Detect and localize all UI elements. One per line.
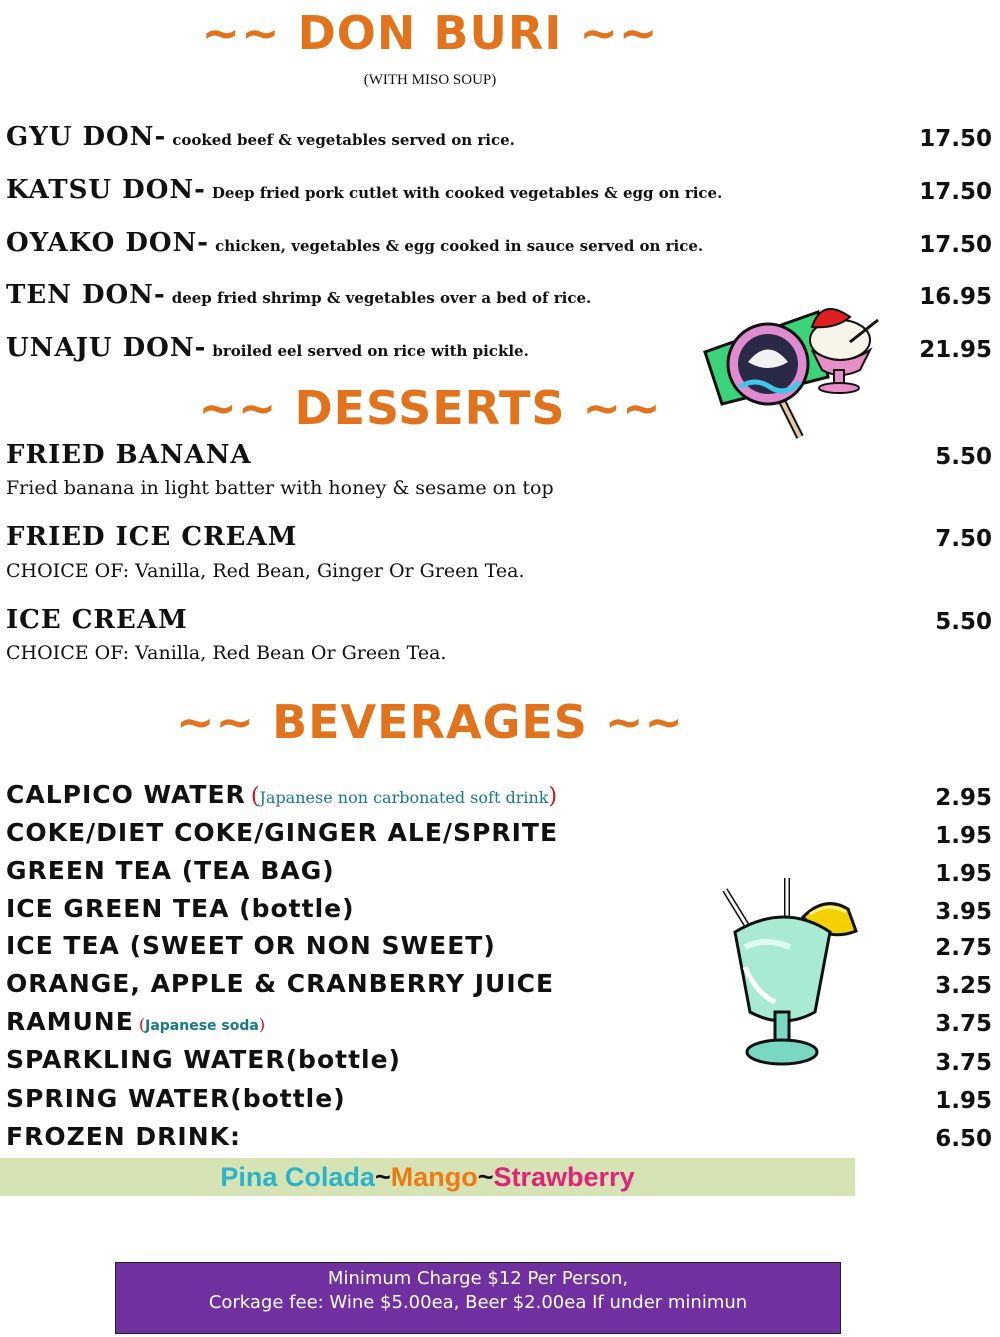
menu-item-gyu-don <box>6 122 515 152</box>
beverage-ice-tea <box>6 931 496 960</box>
frozen-flavors-bar <box>0 1158 855 1196</box>
item-name: ICE CREAM <box>6 605 188 635</box>
item-price: 21.95 <box>919 337 992 363</box>
beverages-title: ~~ BEVERAGES ~~ <box>175 695 685 749</box>
item-price: 16.95 <box>919 284 992 310</box>
item-price: 2.75 <box>935 935 992 961</box>
item-name: UNAJU DON- <box>6 333 207 363</box>
item-price: 5.50 <box>935 609 992 635</box>
menu-item-oyako-don <box>6 228 703 258</box>
item-desc: broiled eel served on rice with pickle. <box>212 342 529 360</box>
item-price: 3.25 <box>935 973 992 999</box>
item-name: SPRING WATER(bottle) <box>6 1084 346 1113</box>
item-name: COKE/DIET COKE/GINGER ALE/SPRITE <box>6 818 559 847</box>
item-name: FRIED ICE CREAM <box>6 522 298 552</box>
item-price: 17.50 <box>919 126 992 152</box>
item-name: KATSU DON- <box>6 175 206 205</box>
item-name: ICE GREEN TEA (bottle) <box>6 894 355 923</box>
item-price: 3.75 <box>935 1050 992 1076</box>
beverage-calpico-water: CALPICO WATER (Japanese non carbonated soft drink) <box>6 780 558 809</box>
item-name: SPARKLING WATER(bottle) <box>6 1045 401 1074</box>
item-desc: CHOICE OF: Vanilla, Red Bean, Ginger Or Green Tea. <box>6 560 525 582</box>
item-name: TEN DON- <box>6 280 166 310</box>
donburi-title: ~~ DON BURI ~~ <box>201 6 659 60</box>
item-name: RAMUNE <box>6 1007 134 1036</box>
footer-line-2: Corkage fee: Wine $5.00ea, Beer $2.00ea If under minimun <box>208 1292 748 1313</box>
item-desc: Fried banana in light batter with honey & sesame on top <box>6 477 554 499</box>
item-name: GREEN TEA (TEA BAG) <box>6 856 335 885</box>
frozen-drink-glass-icon <box>715 872 865 1070</box>
item-desc: Deep fried pork cutlet with cooked vegetables & egg on rice. <box>211 184 723 202</box>
donburi-note: (WITH MISO SOUP) <box>363 72 497 88</box>
item-price: 1.95 <box>935 1088 992 1114</box>
beverage-soda <box>6 818 558 847</box>
flavor-separator: ~ <box>374 1162 391 1192</box>
dessert-fried-banana <box>6 440 252 470</box>
item-name: OYAKO DON- <box>6 228 210 258</box>
beverage-juice <box>6 969 554 998</box>
item-name: CALPICO WATER <box>6 780 246 809</box>
item-note: Japanese soda <box>145 1018 259 1034</box>
item-name: ICE TEA (SWEET OR NON SWEET) <box>6 931 496 960</box>
beverage-ice-green-tea <box>6 894 355 923</box>
minimum-charge-box <box>115 1262 841 1334</box>
flavor-mango: Mango <box>390 1162 478 1192</box>
item-price: 7.50 <box>935 526 992 552</box>
footer-line-1: Minimum Charge $12 Per Person, <box>327 1268 629 1289</box>
item-price: 2.95 <box>935 785 992 811</box>
beverage-green-tea <box>6 856 335 885</box>
menu-item-katsu-don <box>6 175 722 205</box>
beverage-spring-water <box>6 1084 346 1113</box>
dessert-fried-ice-cream <box>6 522 297 552</box>
item-price: 3.95 <box>935 899 992 925</box>
desserts-title: ~~ DESSERTS ~~ <box>198 381 662 435</box>
item-name: FROZEN DRINK: <box>6 1122 242 1151</box>
item-name: GYU DON- <box>6 122 167 152</box>
item-name: ORANGE, APPLE & CRANBERRY JUICE <box>6 969 555 998</box>
beverage-sparkling-water <box>6 1045 401 1074</box>
menu-item-ten-don <box>6 280 591 310</box>
item-desc: CHOICE OF: Vanilla, Red Bean Or Green Tea. <box>6 642 447 664</box>
item-price: 5.50 <box>935 444 992 470</box>
flavor-separator: ~ <box>477 1162 494 1192</box>
beverage-frozen-drink <box>6 1122 241 1151</box>
item-price: 1.95 <box>935 861 992 887</box>
item-price: 6.50 <box>935 1126 992 1152</box>
item-price: 17.50 <box>919 179 992 205</box>
item-price: 3.75 <box>935 1011 992 1037</box>
flavor-strawberry: Strawberry <box>493 1162 635 1192</box>
item-price: 17.50 <box>919 232 992 258</box>
dessert-ice-cream <box>6 605 188 635</box>
item-price: 1.95 <box>935 823 992 849</box>
flavor-pina-colada: Pina Colada <box>220 1162 375 1192</box>
item-desc: chicken, vegetables & egg cooked in sauce served on rice. <box>215 237 704 255</box>
beverage-ramune: RAMUNE (Japanese soda) <box>6 1007 266 1036</box>
item-name: FRIED BANANA <box>6 440 252 470</box>
item-desc: cooked beef & vegetables served on rice. <box>172 131 515 149</box>
item-note: Japanese non carbonated soft drink <box>259 788 549 807</box>
item-desc: deep fried shrimp & vegetables over a bed of rice. <box>171 289 592 307</box>
menu-item-unaju-don <box>6 333 529 363</box>
